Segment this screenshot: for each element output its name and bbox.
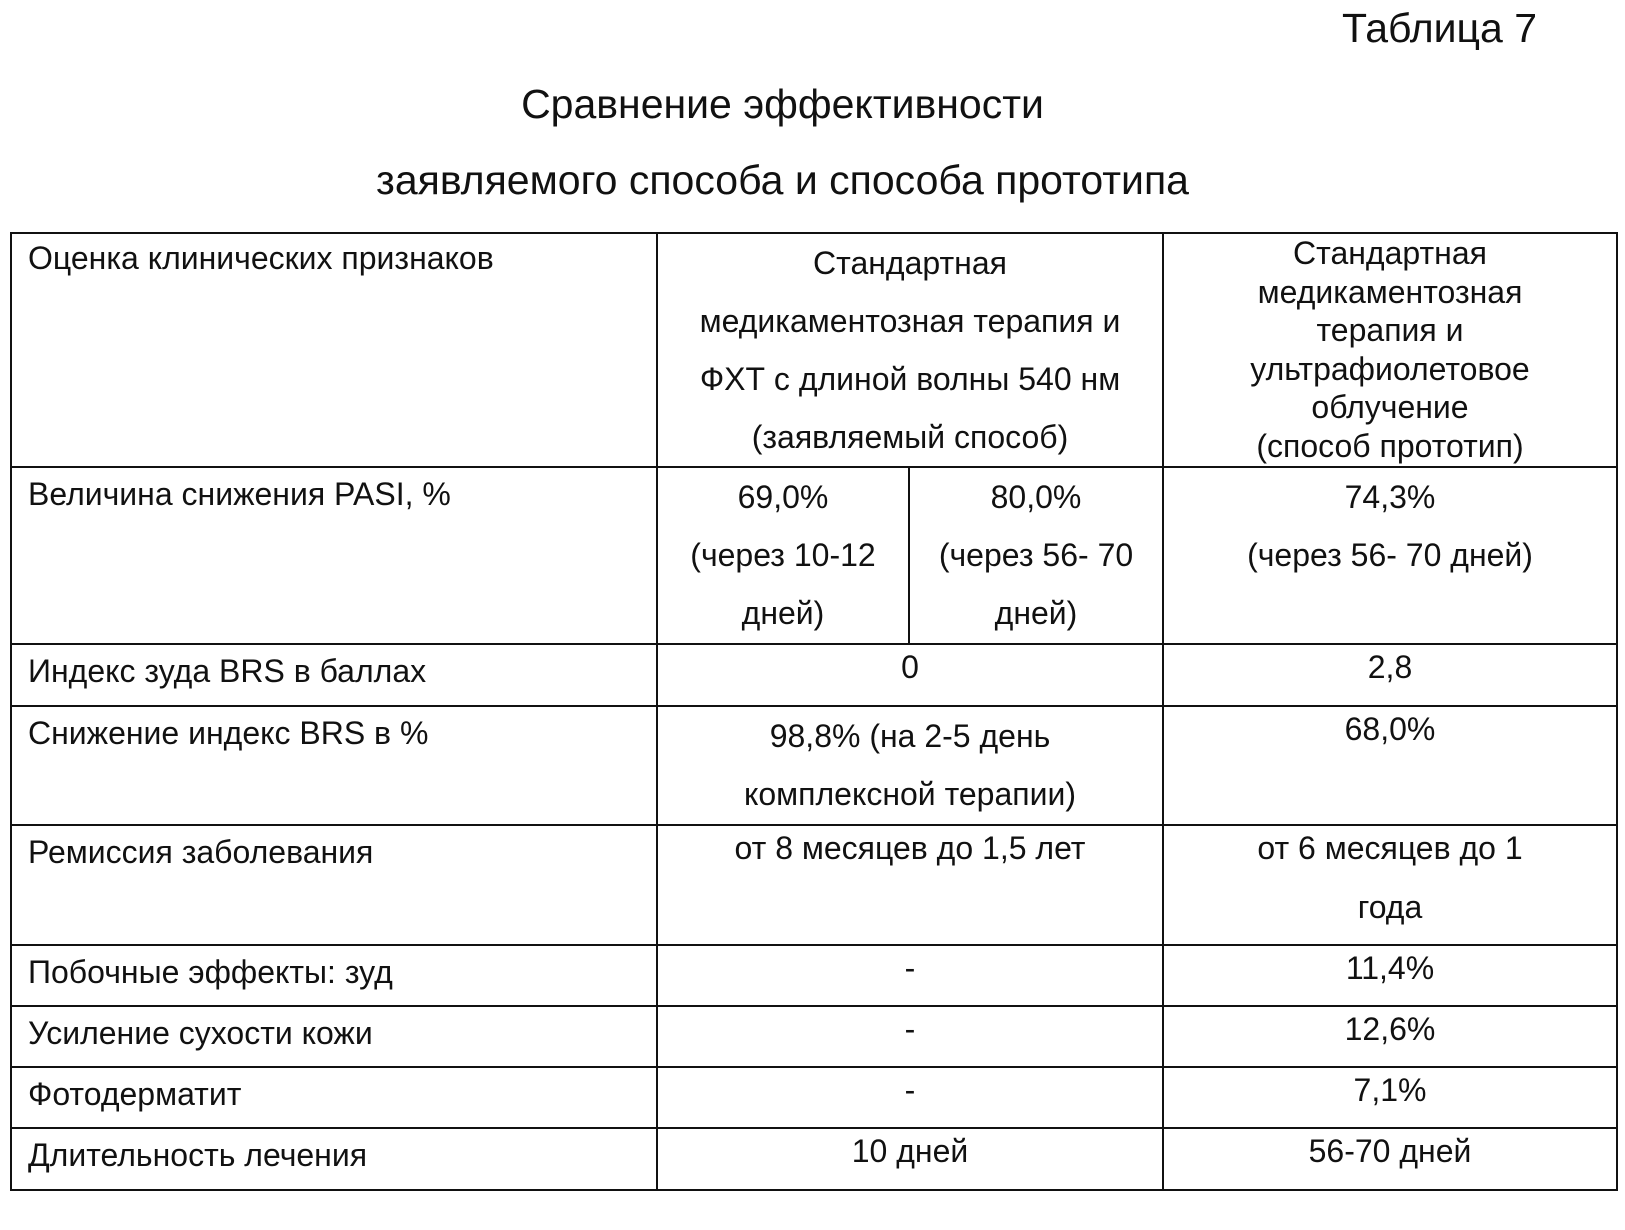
- cell-pasi-prototype: [1163, 467, 1617, 644]
- cell-dryness-claimed: [657, 1006, 1163, 1067]
- header-prototype-method: [1163, 233, 1617, 467]
- row-label-text: Усиление сухости кожи: [28, 1015, 373, 1051]
- row-label-text: Индекс зуда BRS в баллах: [28, 653, 427, 689]
- row-label-photodermatitis: [11, 1067, 657, 1128]
- row-label-text: Побочные эффекты: зуд: [28, 954, 393, 990]
- table-row: [11, 644, 1617, 706]
- cell-line: 74,3%: [1344, 479, 1436, 515]
- table-header-row: [11, 233, 1617, 467]
- cell-value: 2,8: [1367, 649, 1413, 685]
- row-label-brs-index: [11, 644, 657, 706]
- cell-brs-index-prototype: [1163, 644, 1617, 706]
- table-row: [11, 706, 1617, 825]
- row-label-text: Снижение индекс BRS в %: [28, 715, 429, 751]
- cell-value: 0: [901, 649, 919, 685]
- table-row: [11, 1128, 1617, 1190]
- table-number: Таблица 7: [1342, 5, 1537, 51]
- cell-duration-claimed: [657, 1128, 1163, 1190]
- cell-line: 80,0%: [990, 479, 1082, 515]
- cell-pasi-claimed-short: [657, 467, 909, 644]
- header-prototype-line: Стандартная: [1293, 235, 1487, 271]
- row-label-duration: [11, 1128, 657, 1190]
- header-claimed-method: [657, 233, 1163, 467]
- table-caption-line-2: заявляемого способа и способа прототипа: [376, 157, 1189, 203]
- row-label-remission: [11, 825, 657, 945]
- row-label-pasi: [11, 467, 657, 644]
- row-label-text: Длительность лечения: [28, 1137, 368, 1173]
- header-criteria: [11, 233, 657, 467]
- header-claimed-line: медикаментозная терапия и: [699, 303, 1121, 339]
- cell-line: года: [1357, 889, 1423, 925]
- row-label-brs-reduction: [11, 706, 657, 825]
- row-label-text: Фотодерматит: [28, 1076, 242, 1112]
- row-label-text: Ремиссия заболевания: [28, 834, 374, 870]
- header-claimed-line: (заявляемый способ): [751, 419, 1069, 455]
- cell-brs-reduction-prototype: [1163, 706, 1617, 825]
- cell-value: -: [904, 1072, 916, 1108]
- cell-line: 98,8% (на 2-5 день: [769, 718, 1051, 754]
- cell-line: дней): [994, 595, 1078, 631]
- cell-line: (через 56- 70: [938, 537, 1134, 573]
- header-prototype-line: (способ прототип): [1256, 427, 1524, 464]
- cell-value: 11,4%: [1345, 950, 1435, 986]
- cell-remission-claimed: [657, 825, 1163, 945]
- table-row: [11, 1067, 1617, 1128]
- header-prototype-line: медикаментозная: [1257, 273, 1523, 310]
- row-label-text: Величина снижения PASI, %: [28, 476, 451, 512]
- cell-value: 12,6%: [1344, 1011, 1436, 1047]
- table-row: [11, 467, 1617, 644]
- cell-line: дней): [741, 595, 825, 631]
- cell-line: комплексной терапии): [744, 776, 1076, 812]
- cell-value: -: [904, 950, 916, 986]
- cell-value: 68,0%: [1344, 711, 1436, 747]
- cell-value: 10 дней: [851, 1133, 969, 1169]
- comparison-table: [10, 232, 1618, 1191]
- cell-value: от 8 месяцев до 1,5 лет: [734, 830, 1086, 866]
- cell-itch-prototype: [1163, 945, 1617, 1006]
- cell-itch-claimed: [657, 945, 1163, 1006]
- cell-remission-prototype: [1163, 825, 1617, 945]
- row-label-dryness: [11, 1006, 657, 1067]
- cell-line: 69,0%: [737, 479, 829, 515]
- cell-duration-prototype: [1163, 1128, 1617, 1190]
- cell-brs-reduction-claimed: [657, 706, 1163, 825]
- cell-value: -: [904, 1011, 916, 1047]
- table-row: [11, 945, 1617, 1006]
- header-claimed-line: ФХТ с длиной волны 540 нм: [699, 361, 1121, 397]
- cell-photodermatitis-claimed: [657, 1067, 1163, 1128]
- header-claimed-line: Стандартная: [813, 245, 1007, 281]
- cell-photodermatitis-prototype: [1163, 1067, 1617, 1128]
- cell-value: 56-70 дней: [1308, 1133, 1472, 1169]
- header-prototype-line: ультрафиолетовое: [1250, 350, 1530, 387]
- header-prototype-line: облучение: [1311, 389, 1469, 425]
- cell-pasi-claimed-long: [909, 467, 1163, 644]
- header-criteria-text: Оценка клинических признаков: [28, 240, 494, 276]
- cell-line: (через 10-12: [690, 537, 876, 573]
- cell-dryness-prototype: [1163, 1006, 1617, 1067]
- row-label-itch: [11, 945, 657, 1006]
- cell-line: от 6 месяцев до 1: [1257, 830, 1523, 866]
- cell-line: (через 56- 70 дней): [1247, 537, 1533, 573]
- cell-brs-index-claimed: [657, 644, 1163, 706]
- table-caption-line-1: Сравнение эффективности: [521, 81, 1044, 127]
- table-row: [11, 1006, 1617, 1067]
- cell-value: 7,1%: [1353, 1072, 1427, 1108]
- table-row: [11, 825, 1617, 945]
- header-prototype-line: терапия и: [1316, 312, 1464, 348]
